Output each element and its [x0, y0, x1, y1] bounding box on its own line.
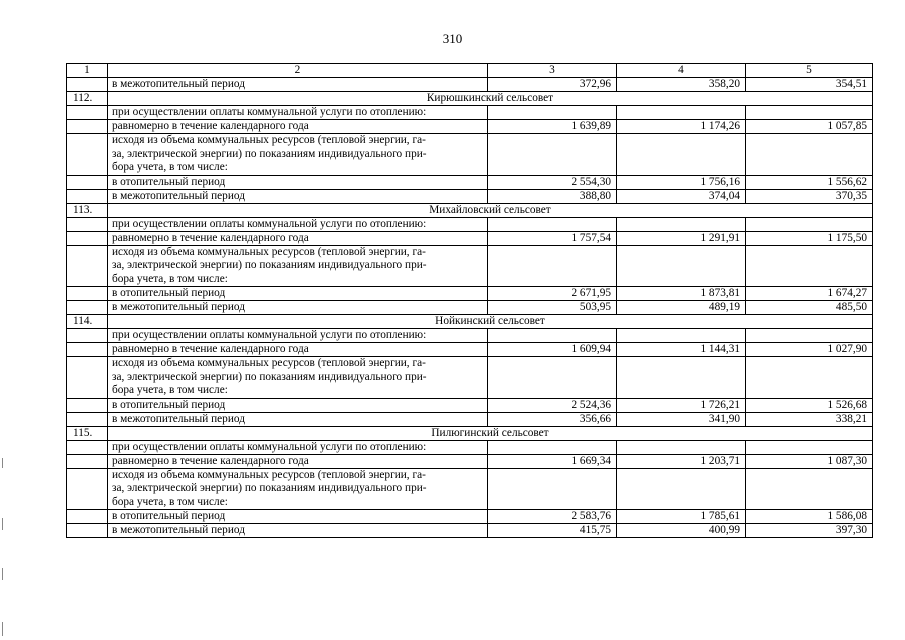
section-row	[67, 92, 873, 106]
value-col-5: 1 087,30	[746, 454, 873, 468]
table-row	[67, 245, 873, 287]
value-col-5	[746, 440, 873, 454]
row-number	[67, 524, 108, 538]
row-description: в отопительный период	[108, 510, 488, 524]
value-col-5: 1 057,85	[746, 120, 873, 134]
row-number	[67, 120, 108, 134]
value-col-4	[617, 329, 746, 343]
table-row	[67, 231, 873, 245]
row-description: в межотопительный период	[108, 412, 488, 426]
row-number: 113.	[67, 203, 108, 217]
table-header-row	[67, 64, 873, 78]
row-number	[67, 245, 108, 287]
value-col-4: 1 785,61	[617, 510, 746, 524]
row-description: равномерно в течение календарного года	[108, 120, 488, 134]
value-col-3	[488, 329, 617, 343]
value-col-3	[488, 357, 617, 399]
row-description: в межотопительный период	[108, 524, 488, 538]
value-col-5: 397,30	[746, 524, 873, 538]
row-number	[67, 398, 108, 412]
section-title: Кирюшкинский сельсовет	[108, 92, 873, 106]
value-col-3: 415,75	[488, 524, 617, 538]
value-col-4: 1 203,71	[617, 454, 746, 468]
row-number	[67, 217, 108, 231]
table-row	[67, 468, 873, 510]
value-col-4: 374,04	[617, 189, 746, 203]
row-number	[67, 78, 108, 92]
scan-artifact-mark	[2, 568, 3, 580]
value-col-4: 1 726,21	[617, 398, 746, 412]
table-row	[67, 510, 873, 524]
row-description: равномерно в течение календарного года	[108, 343, 488, 357]
row-description: в отопительный период	[108, 175, 488, 189]
row-number	[67, 468, 108, 510]
value-col-4: 1 756,16	[617, 175, 746, 189]
row-number	[67, 175, 108, 189]
row-description: при осуществлении оплаты коммунальной услуги по отоплению:	[108, 329, 488, 343]
tariff-table	[66, 63, 873, 538]
value-col-5: 1 674,27	[746, 287, 873, 301]
table-row	[67, 120, 873, 134]
value-col-3: 372,96	[488, 78, 617, 92]
row-number	[67, 510, 108, 524]
value-col-4: 400,99	[617, 524, 746, 538]
value-col-4	[617, 440, 746, 454]
row-number: 114.	[67, 315, 108, 329]
table-row	[67, 189, 873, 203]
value-col-3: 1 669,34	[488, 454, 617, 468]
value-col-3: 1 757,54	[488, 231, 617, 245]
table-row	[67, 78, 873, 92]
value-col-4: 341,90	[617, 412, 746, 426]
value-col-3: 2 671,95	[488, 287, 617, 301]
table-row	[67, 454, 873, 468]
row-number	[67, 134, 108, 176]
row-description: при осуществлении оплаты коммунальной услуги по отоплению:	[108, 217, 488, 231]
header-cell: 1	[67, 64, 108, 78]
value-col-5	[746, 245, 873, 287]
row-number	[67, 343, 108, 357]
value-col-3: 356,66	[488, 412, 617, 426]
table-row	[67, 357, 873, 399]
row-description: в межотопительный период	[108, 189, 488, 203]
value-col-5: 1 556,62	[746, 175, 873, 189]
value-col-3	[488, 134, 617, 176]
value-col-4	[617, 468, 746, 510]
row-number	[67, 106, 108, 120]
table-row	[67, 329, 873, 343]
section-title: Нойкинский сельсовет	[108, 315, 873, 329]
section-row	[67, 203, 873, 217]
table-row	[67, 524, 873, 538]
row-number: 112.	[67, 92, 108, 106]
scan-artifact-mark	[2, 458, 3, 468]
value-col-3: 2 524,36	[488, 398, 617, 412]
value-col-5: 485,50	[746, 301, 873, 315]
row-description: в отопительный период	[108, 398, 488, 412]
table-row	[67, 398, 873, 412]
value-col-4	[617, 357, 746, 399]
value-col-5	[746, 217, 873, 231]
value-col-5: 370,35	[746, 189, 873, 203]
table-row	[67, 134, 873, 176]
row-description: при осуществлении оплаты коммунальной услуги по отоплению:	[108, 106, 488, 120]
row-description: исходя из объема коммунальных ресурсов (тепловой энергии, га- за, электрической энергии) по показаниям индивидуального при- бора учета, в том числе:	[108, 357, 488, 399]
table-row	[67, 217, 873, 231]
header-cell: 4	[617, 64, 746, 78]
table-row	[67, 175, 873, 189]
row-description: в отопительный период	[108, 287, 488, 301]
value-col-5: 1 526,68	[746, 398, 873, 412]
value-col-5	[746, 357, 873, 399]
value-col-5: 354,51	[746, 78, 873, 92]
table-row	[67, 287, 873, 301]
value-col-4: 358,20	[617, 78, 746, 92]
value-col-5	[746, 468, 873, 510]
row-number	[67, 231, 108, 245]
row-description: равномерно в течение календарного года	[108, 231, 488, 245]
value-col-3: 388,80	[488, 189, 617, 203]
row-number: 115.	[67, 426, 108, 440]
row-description: исходя из объема коммунальных ресурсов (тепловой энергии, га- за, электрической энергии) по показаниям индивидуального при- бора учета, в том числе:	[108, 245, 488, 287]
row-number	[67, 440, 108, 454]
value-col-5	[746, 134, 873, 176]
row-number	[67, 189, 108, 203]
scan-artifact-mark	[2, 622, 3, 636]
value-col-5	[746, 106, 873, 120]
value-col-4	[617, 217, 746, 231]
value-col-3	[488, 106, 617, 120]
row-number	[67, 454, 108, 468]
scan-artifact-mark	[2, 518, 3, 530]
section-row	[67, 426, 873, 440]
value-col-4: 1 174,26	[617, 120, 746, 134]
header-cell: 5	[746, 64, 873, 78]
value-col-3	[488, 217, 617, 231]
table-row	[67, 440, 873, 454]
section-row	[67, 315, 873, 329]
table-row	[67, 106, 873, 120]
value-col-3: 1 639,89	[488, 120, 617, 134]
section-title: Пилюгинский сельсовет	[108, 426, 873, 440]
row-description: при осуществлении оплаты коммунальной услуги по отоплению:	[108, 440, 488, 454]
value-col-4: 489,19	[617, 301, 746, 315]
table-row	[67, 343, 873, 357]
table-row	[67, 412, 873, 426]
value-col-3	[488, 468, 617, 510]
row-number	[67, 329, 108, 343]
value-col-4: 1 873,81	[617, 287, 746, 301]
value-col-4	[617, 245, 746, 287]
header-cell: 2	[108, 64, 488, 78]
row-number	[67, 412, 108, 426]
row-description: равномерно в течение календарного года	[108, 454, 488, 468]
value-col-5: 1 027,90	[746, 343, 873, 357]
value-col-3: 2 554,30	[488, 175, 617, 189]
value-col-4	[617, 106, 746, 120]
value-col-3: 503,95	[488, 301, 617, 315]
value-col-4: 1 291,91	[617, 231, 746, 245]
value-col-4	[617, 134, 746, 176]
row-description: исходя из объема коммунальных ресурсов (тепловой энергии, га- за, электрической энергии) по показаниям индивидуального при- бора учета, в том числе:	[108, 468, 488, 510]
row-number	[67, 287, 108, 301]
row-description: исходя из объема коммунальных ресурсов (тепловой энергии, га- за, электрической энергии) по показаниям индивидуального при- бора учета, в том числе:	[108, 134, 488, 176]
value-col-3: 1 609,94	[488, 343, 617, 357]
value-col-3	[488, 440, 617, 454]
page-number: 310	[442, 31, 463, 46]
row-number	[67, 357, 108, 399]
section-title: Михайловский сельсовет	[108, 203, 873, 217]
value-col-5: 1 586,08	[746, 510, 873, 524]
value-col-5	[746, 329, 873, 343]
row-description: в межотопительный период	[108, 78, 488, 92]
header-cell: 3	[488, 64, 617, 78]
value-col-5: 1 175,50	[746, 231, 873, 245]
value-col-5: 338,21	[746, 412, 873, 426]
table-row	[67, 301, 873, 315]
value-col-3	[488, 245, 617, 287]
value-col-3: 2 583,76	[488, 510, 617, 524]
row-number	[67, 301, 108, 315]
value-col-4: 1 144,31	[617, 343, 746, 357]
row-description: в межотопительный период	[108, 301, 488, 315]
